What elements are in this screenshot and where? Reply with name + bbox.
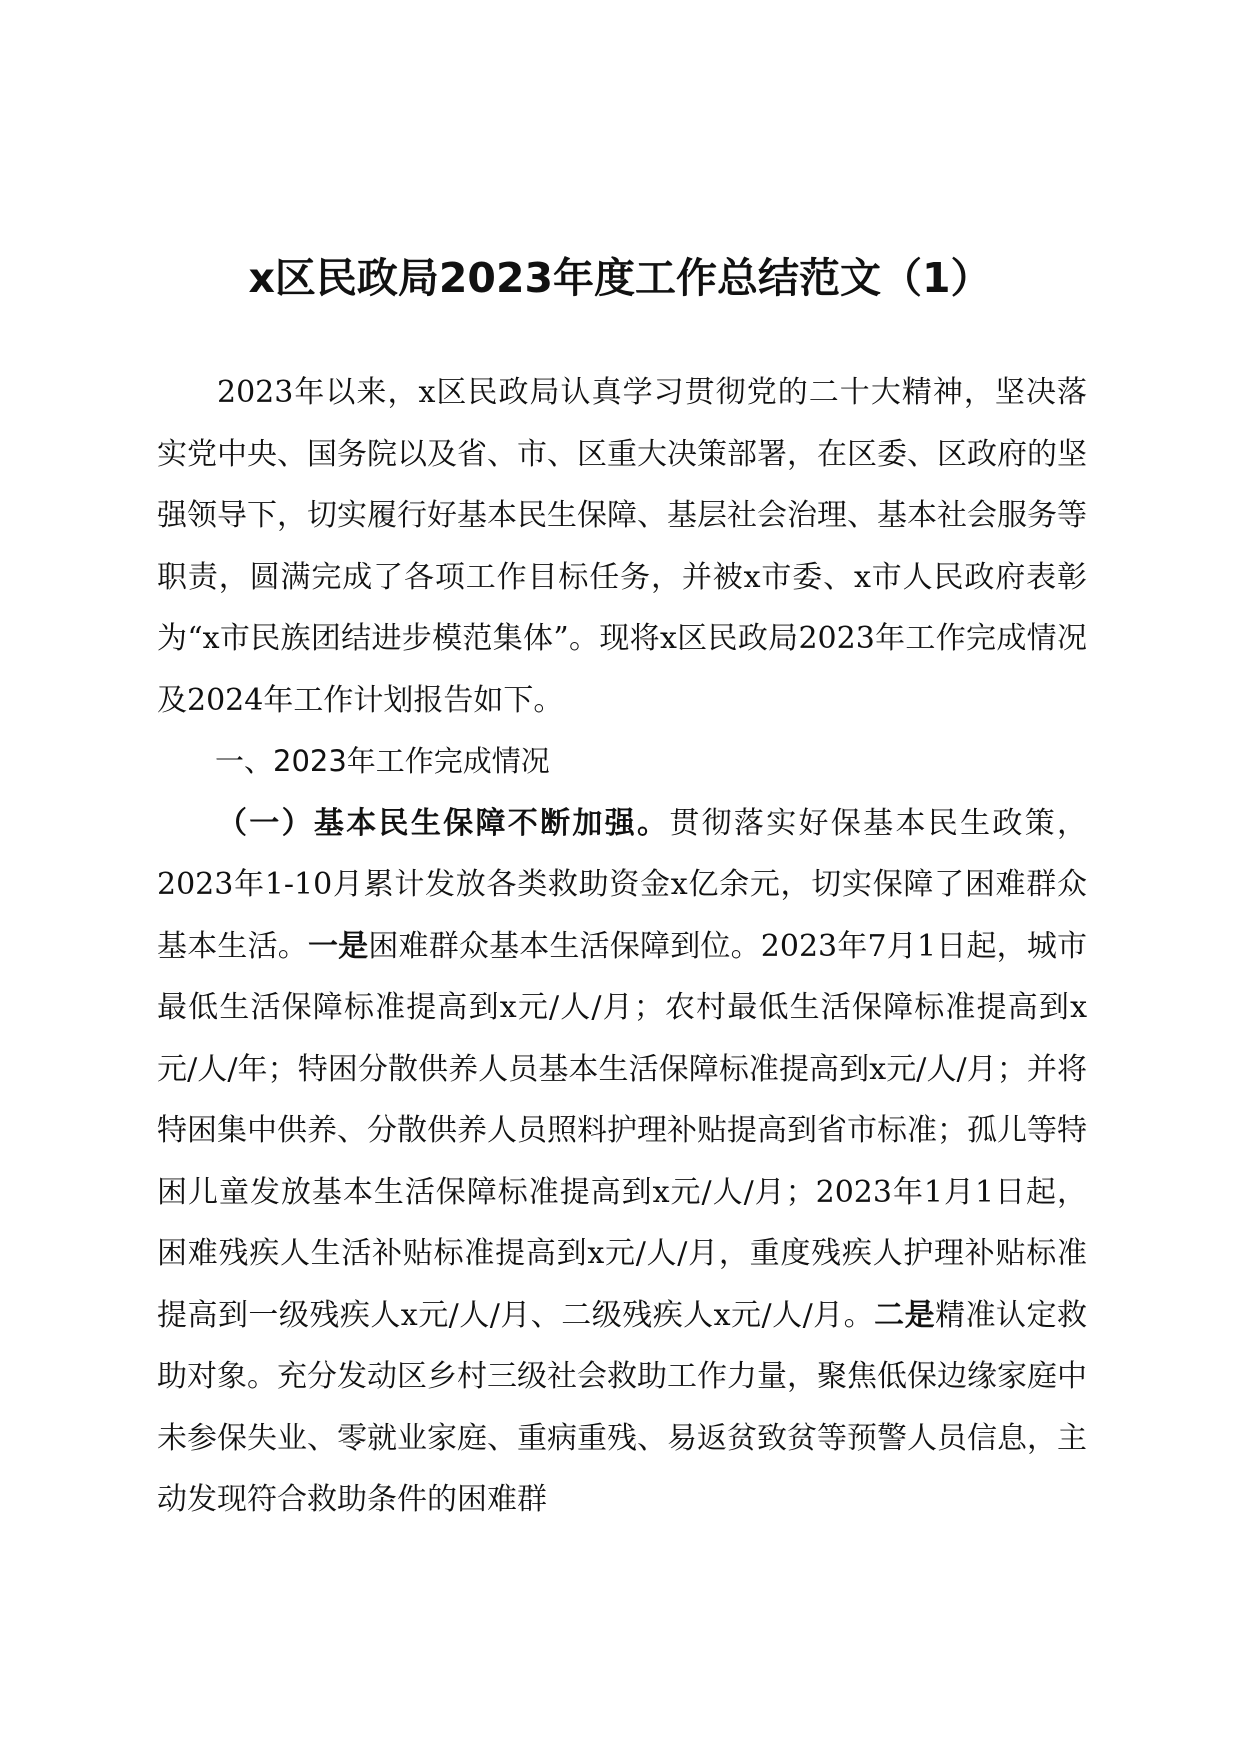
document-title: x区民政局2023年度工作总结范文（1） — [248, 254, 992, 302]
point-label-2: 二是 — [874, 1297, 936, 1333]
intro-paragraph: 2023年以来，x区民政局认真学习贯彻党的二十大精神，坚决落实党中央、国务院以及省、市、区重大决策部署，在区委、区政府的坚强领导下，切实履行好基本民生保障、基层社会治理、基本社会服务等职责，圆满完成了各项工作目标任务，并被x市委、x市人民政府表彰为“x市民族团结进步模范集体”。现将x区民政局2023年工作完成情况及2024年工作计划报告如下。 — [157, 375, 1087, 718]
section-paragraph — [157, 793, 1087, 1531]
subsection-heading: （一）基本民生保障不断加强。 — [217, 805, 670, 841]
section-heading: 一、2023年工作完成情况 — [215, 744, 550, 778]
point-text-1: 困难群众基本生活保障到位。2023年7月1日起，城市最低生活保障标准提高到x元/人/月；农村最低生活保障标准提高到x元/人/年；特困分散供养人员基本生活保障标准提高到x元/人/月；并将特困集中供养、分散供养人员照料护理补贴提高到省市标准；孤儿等特困儿童发放基本生活保障标准提高到x元/人/月；2023年1月1日起，困难残疾人生活补贴标准提高到x元/人/月，重度残疾人护理补贴标准提高到一级残疾人x元/人/月、二级残疾人x元/人/月。 — [157, 928, 1088, 1333]
point-text-2: 精准认定救助对象。充分发动区乡村三级社会救助工作力量，聚焦低保边缘家庭中未参保失业、零就业家庭、重病重残、易返贫致贫等预警人员信息，主动发现符合救助条件的困难群 — [157, 1297, 1087, 1517]
document-body — [157, 362, 1087, 1531]
subsection-text: 贯彻落实好保基本民生政策，2023年1-10月累计发放各类救助资金x亿余元，切实保障了困难群众基本生活。 — [157, 805, 1088, 964]
point-label-1: 一是 — [307, 928, 369, 964]
